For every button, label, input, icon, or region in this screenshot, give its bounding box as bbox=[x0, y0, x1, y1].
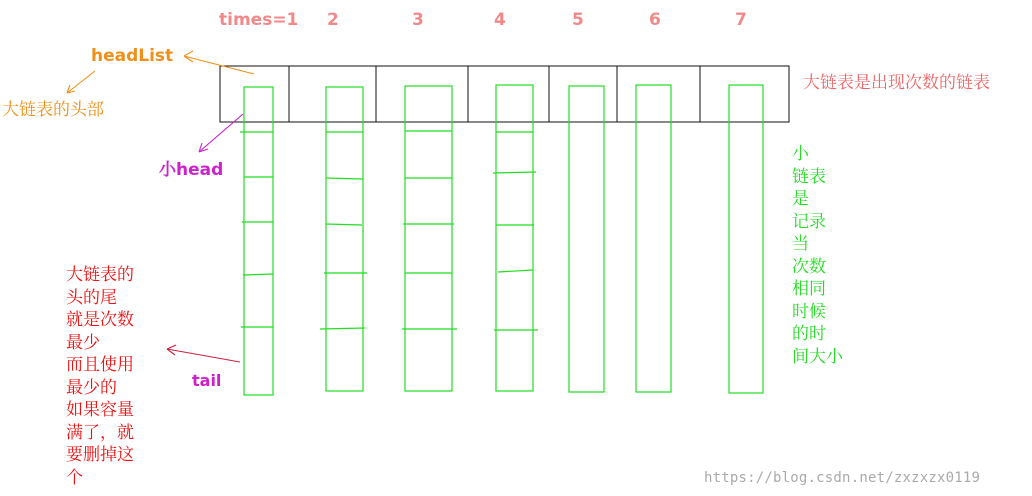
small-list-node-divider bbox=[326, 224, 362, 225]
note-line: 时候 bbox=[792, 301, 826, 322]
note-line: 如果容量 bbox=[66, 400, 134, 420]
note-line: 最少的 bbox=[66, 377, 117, 398]
small-list-node-divider bbox=[498, 270, 533, 272]
note-line: 大链表的 bbox=[66, 265, 134, 285]
note-line: 满了，就 bbox=[66, 422, 134, 443]
big-list-box bbox=[220, 66, 789, 122]
note-line: 最少 bbox=[66, 332, 100, 353]
small-list-note bbox=[792, 143, 862, 368]
small-list-box bbox=[496, 85, 533, 391]
small-list-box bbox=[326, 87, 363, 391]
arrow-icon bbox=[67, 71, 95, 93]
small-list-column bbox=[636, 85, 671, 392]
note-line: 是 bbox=[792, 189, 809, 209]
small-list-box bbox=[636, 85, 671, 392]
small-list-box bbox=[729, 85, 763, 393]
times-label: 2 bbox=[327, 10, 339, 30]
small-lists bbox=[240, 85, 763, 395]
note-line: 个 bbox=[66, 467, 83, 488]
note-line: 小 bbox=[792, 144, 809, 164]
small-list-node-divider bbox=[493, 172, 536, 173]
headlist-label: headList bbox=[91, 46, 174, 66]
arrow-icon bbox=[184, 51, 254, 74]
note-line: 要删掉这 bbox=[66, 445, 134, 465]
note-line: 头的尾 bbox=[66, 287, 117, 308]
small-list-node-divider bbox=[326, 178, 363, 179]
watermark: https://blog.csdn.net/zxzxzx0119 bbox=[704, 470, 981, 486]
note-line: 当 bbox=[792, 234, 809, 254]
small-list-column bbox=[729, 85, 763, 393]
small-list-column bbox=[240, 87, 273, 395]
note-line: 就是次数 bbox=[66, 310, 134, 330]
times-label: 5 bbox=[572, 10, 584, 30]
times-label: 6 bbox=[649, 10, 661, 30]
note-line: 链表 bbox=[792, 166, 826, 187]
times-label: 4 bbox=[494, 10, 506, 30]
small-list-node-divider bbox=[243, 274, 273, 275]
note-line: 的时 bbox=[792, 324, 826, 344]
tail-label: tail bbox=[192, 371, 222, 390]
small-list-column bbox=[402, 86, 457, 391]
headlist-note: 大链表的头部 bbox=[2, 100, 104, 120]
note-line: 记录 bbox=[792, 211, 826, 232]
small-list-column bbox=[320, 87, 367, 391]
small-list-box bbox=[405, 86, 452, 391]
big-list-note: 大链表是出现次数的链表 bbox=[803, 73, 990, 93]
times-label: 7 bbox=[735, 10, 747, 30]
note-line: 而且使用 bbox=[66, 355, 134, 375]
times-label: 3 bbox=[412, 10, 424, 30]
small-list-box bbox=[569, 86, 604, 392]
note-line: 次数 bbox=[792, 256, 826, 277]
note-line: 间大小 bbox=[792, 346, 843, 367]
note-line: 相同 bbox=[792, 279, 826, 299]
small-list-column bbox=[493, 85, 538, 391]
big-list-frame bbox=[220, 66, 789, 122]
arrow-icon bbox=[167, 345, 240, 362]
small-list-node-divider bbox=[320, 328, 365, 329]
arrow-icon bbox=[199, 114, 243, 152]
small-list-column bbox=[569, 86, 604, 392]
small-list-box bbox=[244, 87, 273, 395]
times-label: times=1 bbox=[219, 10, 299, 30]
small-head-label: 小head bbox=[159, 160, 224, 180]
tail-note bbox=[66, 264, 166, 489]
